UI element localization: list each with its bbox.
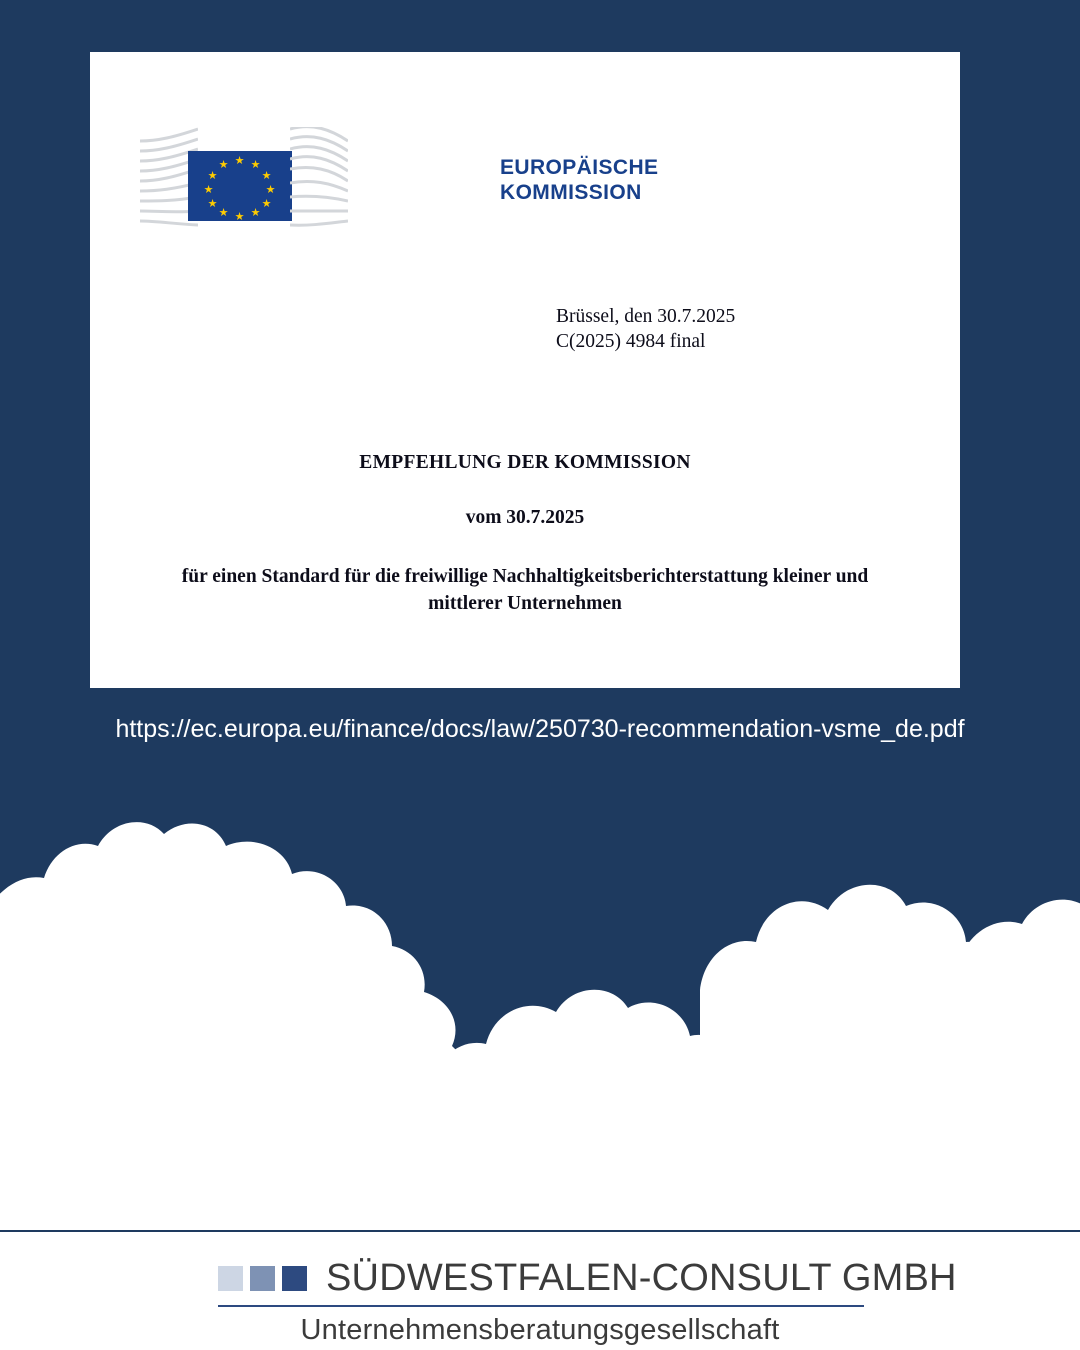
eu-institution-name: [500, 155, 658, 205]
eu-star: ★: [218, 159, 229, 171]
eu-commission-logo: [140, 127, 658, 232]
document-subtitle: für einen Standard für die freiwillige Nachhaltigkeitsberichterstattung kleiner und mittlerer Unternehmen: [181, 566, 869, 614]
eu-flag-icon: [140, 127, 355, 232]
company-name: SÜDWESTFALEN-CONSULT GMBH: [326, 1257, 957, 1299]
company-tagline: Unternehmensberatungsgesellschaft: [300, 1314, 780, 1346]
document-dateline: [556, 304, 735, 354]
logo-square-light-icon: [218, 1266, 243, 1291]
logo-divider: [218, 1305, 864, 1307]
company-logo: [218, 1257, 957, 1300]
eu-flag-rectangle: [188, 151, 292, 221]
logo-square-dark-icon: [282, 1266, 307, 1291]
eu-star: ★: [203, 184, 214, 196]
document-reference-number: C(2025) 4984 final: [556, 331, 706, 352]
eu-star: ★: [234, 211, 245, 223]
eu-star: ★: [261, 198, 272, 210]
logo-square-mid-icon: [250, 1266, 275, 1291]
document-title: EMPFEHLUNG DER KOMMISSION: [359, 452, 691, 473]
eu-star: ★: [265, 184, 276, 196]
eu-star: ★: [218, 207, 229, 219]
eu-star: ★: [250, 159, 261, 171]
document-place-date: Brüssel, den 30.7.2025: [556, 306, 736, 327]
document-adoption-date: vom 30.7.2025: [465, 507, 585, 528]
document-preview-card[interactable]: [90, 52, 960, 688]
eu-logo-lines-right: [290, 127, 348, 232]
eu-star: ★: [261, 170, 272, 182]
eu-star: ★: [250, 207, 261, 219]
tree-silhouette-svg: [0, 790, 1080, 1230]
eu-institution-line-1: EUROPÄISCHE: [500, 155, 659, 179]
eu-star: ★: [207, 170, 218, 182]
footer-logo-bar: [0, 1232, 1080, 1350]
document-url-link[interactable]: https://ec.europa.eu/finance/docs/law/250730-recommendation-vsme_de.pdf: [115, 715, 965, 743]
tree-silhouette-graphic: [0, 790, 1080, 1230]
eu-star: ★: [207, 198, 218, 210]
eu-star: ★: [234, 155, 245, 167]
eu-institution-line-2: KOMMISSION: [500, 180, 642, 204]
document-title-block: [150, 452, 900, 617]
